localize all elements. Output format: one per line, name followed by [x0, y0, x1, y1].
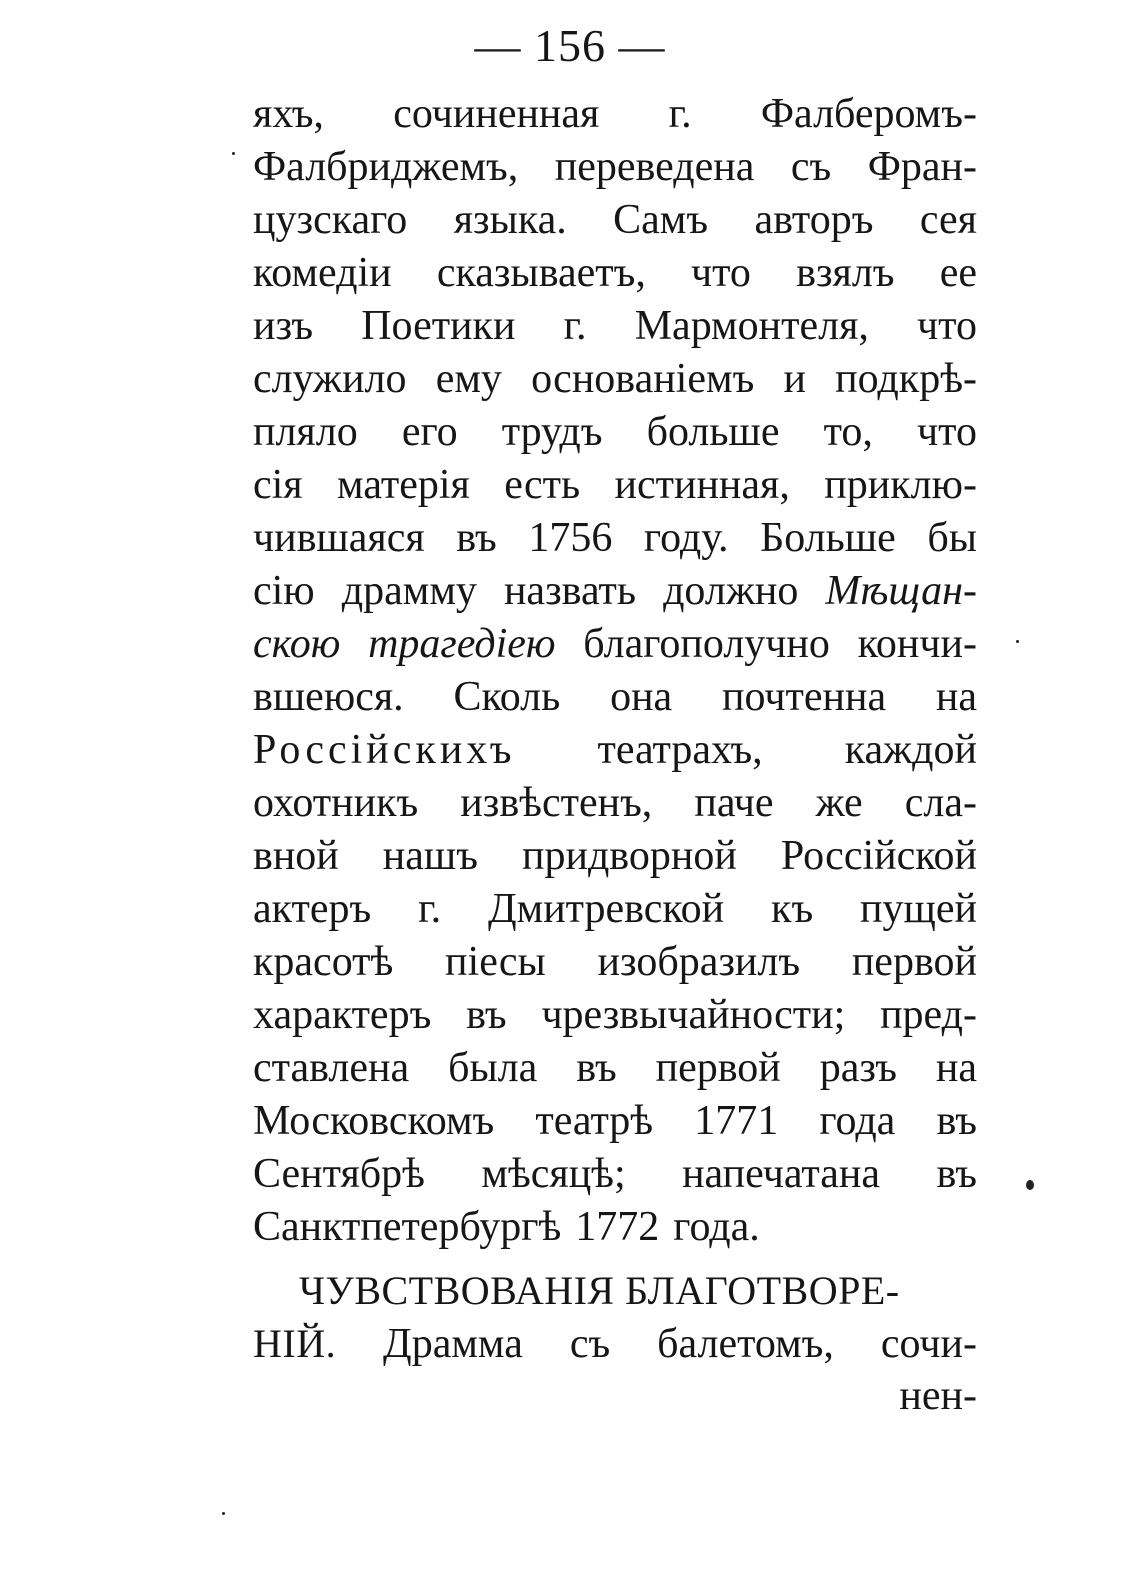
word: вшеюся. [253, 674, 404, 720]
word: приклю- [824, 462, 977, 508]
ink-speck [1026, 1180, 1034, 1190]
text-line [253, 353, 977, 406]
word: ему [435, 356, 502, 402]
italic-word: Мѣщан- [825, 568, 977, 614]
word: г. [563, 303, 587, 349]
word: то, [823, 409, 873, 455]
word: съ [790, 144, 832, 190]
word: въ [576, 1045, 617, 1091]
word: изъ [253, 303, 314, 349]
italic-word: скою [253, 621, 341, 667]
word: театрахъ, [597, 727, 763, 773]
word: разъ [819, 1045, 897, 1091]
word: сочи- [880, 1321, 977, 1367]
word: Поетики [361, 303, 516, 349]
word: почтенна [721, 674, 887, 720]
text-line [253, 300, 977, 353]
word: его [401, 409, 458, 455]
word: и [783, 356, 806, 402]
text-line [253, 565, 977, 618]
word: каждой [844, 727, 977, 773]
word: сочиненная [393, 91, 600, 137]
entry-title: ЧУВСТВОВАНІЯ БЛАГОТВОРЕ- [299, 1268, 900, 1313]
word: въ [936, 1098, 977, 1144]
word: въ [466, 992, 507, 1038]
word: характеръ [253, 992, 432, 1038]
word: Мармонтеля, [634, 303, 869, 349]
word: года. [673, 1204, 760, 1250]
word: что [691, 250, 751, 296]
text-line [253, 777, 977, 830]
text-line [253, 830, 977, 883]
ink-speck [232, 152, 235, 155]
word: актеръ [253, 886, 372, 932]
word: на [935, 1045, 977, 1091]
text-line [253, 1201, 977, 1254]
text-line [253, 141, 977, 194]
word: цузскаго [253, 197, 408, 243]
word: Дмитревской [487, 886, 725, 932]
word: основаніемъ [531, 356, 755, 402]
word: охотникъ [253, 780, 419, 826]
text-line [253, 512, 977, 565]
word: Фалберомъ- [760, 91, 977, 137]
italic-word: трагедіею [368, 621, 556, 667]
word: сію [253, 568, 315, 614]
word: Самъ [613, 197, 709, 243]
text-line [253, 936, 977, 989]
word: Сколь [453, 674, 561, 720]
word: пущей [860, 886, 977, 932]
text-line [253, 724, 977, 777]
word: напечатана [682, 1151, 881, 1197]
entry-heading [253, 1264, 977, 1317]
word: кончи- [857, 621, 977, 667]
word: что [917, 303, 977, 349]
word: 1756 [528, 515, 613, 561]
text-line [253, 989, 977, 1042]
word: Россійской [780, 833, 977, 879]
word: нашъ [382, 833, 478, 879]
word: служило [253, 356, 407, 402]
word: Драмма [383, 1321, 523, 1367]
word: красотѣ [253, 939, 394, 985]
word: пляло [253, 409, 358, 455]
word: году. [643, 515, 729, 561]
word: же [815, 780, 863, 826]
word: языка. [453, 197, 567, 243]
ink-speck [1016, 640, 1019, 643]
word: комедіи [253, 250, 392, 296]
word: была [448, 1045, 538, 1091]
word: Фран- [867, 144, 977, 190]
word: придворной [521, 833, 737, 879]
word: авторъ [754, 197, 874, 243]
word: трудъ [501, 409, 603, 455]
word: ее [939, 250, 977, 296]
word: изобразилъ [597, 939, 801, 985]
ink-speck [222, 1512, 225, 1515]
word: она [610, 674, 673, 720]
text-line [253, 88, 977, 141]
word: пред- [880, 992, 977, 1038]
word: къ [771, 886, 814, 932]
text-line [253, 194, 977, 247]
text-line [253, 1317, 977, 1370]
text-line [253, 406, 977, 459]
text-line [253, 1148, 977, 1201]
word: сла- [904, 780, 977, 826]
word: благополучно [583, 621, 830, 667]
word: подкрѣ- [835, 356, 977, 402]
text-line [253, 1370, 977, 1423]
word: яхъ, [253, 91, 324, 137]
word: ставлена [253, 1045, 410, 1091]
word: балетомъ, [657, 1321, 834, 1367]
entry-title-end: НІЙ. [253, 1321, 337, 1366]
text-line [253, 1042, 977, 1095]
word: бы [927, 515, 977, 561]
word: года [819, 1098, 896, 1144]
word: что [917, 409, 977, 455]
word: Московскомъ [253, 1098, 495, 1144]
word: 1771 [694, 1098, 779, 1144]
text-line [253, 618, 977, 671]
word: сея [919, 197, 977, 243]
page-number: — 156 — [474, 20, 666, 71]
word: больше [646, 409, 780, 455]
word: назвать [503, 568, 637, 614]
word: на [935, 674, 977, 720]
word: 1772 [575, 1204, 660, 1250]
word: чившаяся [253, 515, 425, 561]
word: въ [936, 1151, 977, 1197]
word: паче [694, 780, 774, 826]
word: театрѣ [535, 1098, 654, 1144]
text-line [253, 671, 977, 724]
word: первой [655, 1045, 781, 1091]
word: г. [418, 886, 442, 932]
text-line [253, 883, 977, 936]
word: въ [456, 515, 497, 561]
word: Санктпетербургѣ [253, 1204, 562, 1250]
word: есть [504, 462, 581, 508]
text-line [253, 247, 977, 300]
word: г. [668, 91, 692, 137]
word: мѣсяцѣ; [481, 1151, 626, 1197]
word: матерія [337, 462, 470, 508]
word: драмму [341, 568, 477, 614]
word: сказываетъ, [436, 250, 646, 296]
word: сія [253, 462, 303, 508]
word: первой [851, 939, 977, 985]
spaced-word: Россійскихъ [253, 727, 516, 773]
word: должно [663, 568, 799, 614]
word: съ [569, 1321, 611, 1367]
text-line [253, 459, 977, 512]
word: взялъ [796, 250, 895, 296]
body-text [253, 88, 977, 1423]
word: вной [253, 833, 339, 879]
word: Больше [760, 515, 896, 561]
word: чрезвычайности; [541, 992, 846, 1038]
word: извѣстенъ, [460, 780, 653, 826]
word: Сентябрѣ [253, 1151, 425, 1197]
word: піесы [445, 939, 546, 985]
word: переведена [554, 144, 755, 190]
word: Фалбриджемъ, [253, 144, 519, 190]
word: нен- [899, 1373, 977, 1419]
text-line [253, 1095, 977, 1148]
word: истинная, [614, 462, 790, 508]
